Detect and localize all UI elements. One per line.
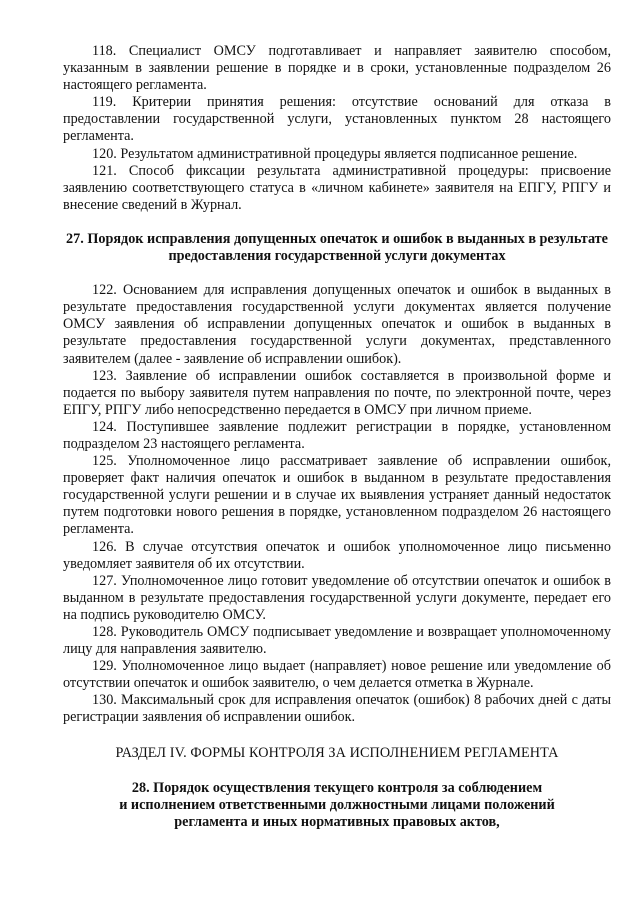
paragraph-118: 118. Специалист ОМСУ подготавливает и направляет заявителю способом, указанным в заявлении решение в порядке и в сроки, установленные подразделом 26 настоящего регламента. [63,43,611,94]
paragraph-129: 129. Уполномоченное лицо выдает (направляет) новое решение или уведомление об отсутствии опечаток и ошибок заявителю, о чем делается отметка в Журнале. [63,658,611,692]
spacer [63,727,611,745]
spacer [63,214,611,231]
paragraph-121: 121. Способ фиксации результата административной процедуры: присвоение заявлению соответствующего статуса в «личном кабинете» заявителя на ЕПГУ, РПГУ и внесение сведений в Журнал. [63,162,611,213]
paragraph-120: 120. Результатом административной процедуры является подписанное решение. [92,145,578,162]
section-28-heading-line-2: и исполнением ответственными должностными лицами положений [119,796,555,813]
paragraph-127: 127. Уполномоченное лицо готовит уведомление об отсутствии опечаток и ошибок в выданном в результате предоставления государственной услуги документе, передает его на подпись руководителю ОМСУ. [63,572,611,623]
paragraph-128: 128. Руководитель ОМСУ подписывает уведомление и возвращает уполномоченному лицу для направления заявителю. [63,624,611,658]
paragraph-122: 122. Основанием для исправления допущенных опечаток и ошибок в выданных в результате предоставления государственной услуги документах является получение ОМСУ заявления об исправлении допущенных опечаток и ошибок в выданных в результате предоставления государственной услуги документах, представленного заявителем (далее - заявление об исправлении ошибок). [63,282,611,367]
paragraph-130: 130. Максимальный срок для исправления опечаток (ошибок) 8 рабочих дней с даты регистрации заявления об исправлении ошибок. [63,692,611,726]
paragraph-123: 123. Заявление об исправлении ошибок составляется в произвольной форме и подается по выбору заявителя путем направления по почте, по электронной почте, через ЕПГУ, РПГУ либо непосредственно передается в ОМСУ при личном приеме. [63,367,611,418]
paragraph-125: 125. Уполномоченное лицо рассматривает заявление об исправлении ошибок, проверяет факт наличия опечаток и ошибок в выданном в результате предоставления государственной услуги решении и в случае их выявления устраняет данный недостаток путем подготовки нового решения в порядке, установленном подразделом 26 настоящего регламента. [63,453,611,538]
spacer [63,265,611,282]
section-27-heading: 27. Порядок исправления допущенных опечаток и ошибок в выданных в результате предоставления государственной услуги документах [66,230,608,265]
section-28-heading-line-3: регламента и иных нормативных правовых актов, [174,813,500,830]
spacer [63,762,611,780]
paragraph-119: 119. Критерии принятия решения: отсутствие оснований для отказа в предоставлении государственной услуги, установленных пунктом 28 настоящего регламента. [63,94,611,145]
section-iv-title: РАЗДЕЛ IV. ФОРМЫ КОНТРОЛЯ ЗА ИСПОЛНЕНИЕМ РЕГЛАМЕНТА [115,744,559,761]
paragraph-126: 126. В случае отсутствия опечаток и ошибок уполномоченное лицо письменно уведомляет заявителя об их отсутствии. [63,538,611,572]
document-page [63,43,611,831]
section-28-heading-line-1: 28. Порядок осуществления текущего контроля за соблюдением [131,779,543,796]
paragraph-124: 124. Поступившее заявление подлежит регистрации в порядке, установленном подразделом 23 настоящего регламента. [63,418,611,452]
